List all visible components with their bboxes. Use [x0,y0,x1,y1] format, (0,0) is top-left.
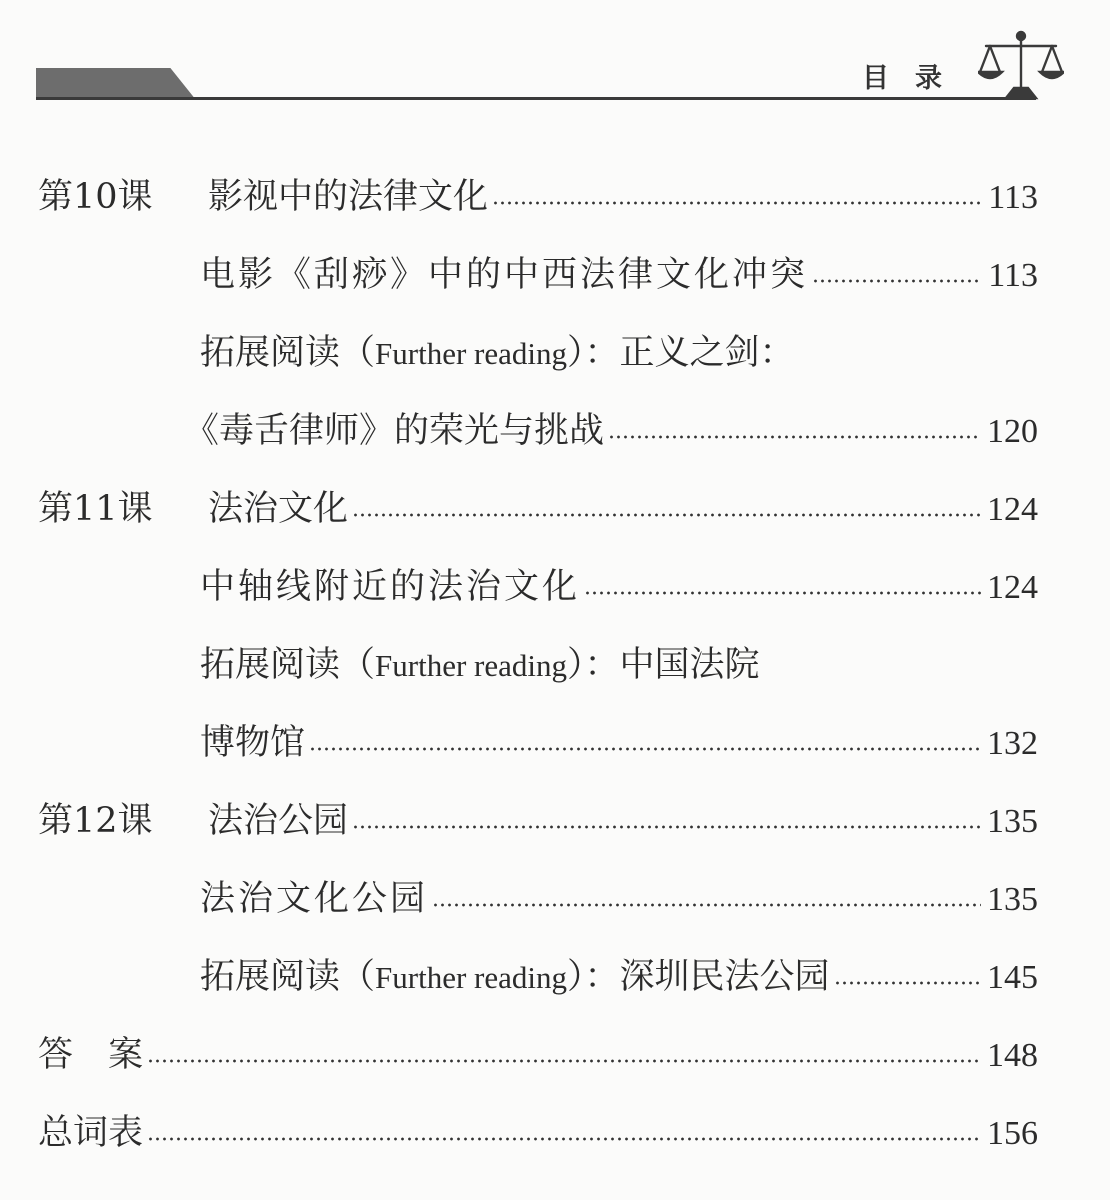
toc-entry-lesson-12-sub-1[interactable] [200,860,1038,938]
header-decoration-bar [36,68,196,100]
entry-title: 电影《刮痧》中的中西法律文化冲突 [200,255,809,295]
page-number: 135 [987,803,1038,840]
lesson-number: 第10课 [38,177,153,217]
page-number: 124 [987,491,1038,528]
entry-title: 总词表 [38,1113,144,1153]
entry-title: 法治文化公园 [200,879,429,919]
dot-leader [584,591,981,595]
toc-entry-lesson-10[interactable] [38,158,1038,236]
entry-title [200,626,760,705]
title-suffix: ）：深圳民法公园 [566,957,830,997]
entry-title: 中轴线附近的法治文化 [200,567,581,607]
dot-leader [834,981,982,985]
title-english: Further reading [375,960,567,995]
dot-leader [432,903,981,907]
toc-entry-lesson-10-sub-2-line-1[interactable] [200,314,1038,392]
dot-leader [352,513,981,517]
lesson-number: 第12课 [38,801,153,841]
dot-leader [309,747,981,751]
dot-leader [147,1059,981,1063]
entry-title: 博物馆 [200,723,306,763]
title-prefix: 拓展阅读（ [200,957,376,997]
entry-title: 《毒舌律师》的荣光与挑战 [184,411,605,451]
page-number: 145 [987,959,1038,996]
entry-title: 答 案 [38,1035,144,1075]
toc-entry-lesson-10-sub-2-line-2[interactable] [184,392,1038,470]
title-prefix: 拓展阅读（ [200,645,376,685]
toc-entry-glossary[interactable] [38,1094,1038,1172]
page-number: 124 [987,569,1038,606]
dot-leader [812,279,982,283]
title-suffix: ）：中国法院 [566,645,760,685]
toc-entry-answers[interactable] [38,1016,1038,1094]
page-number: 120 [987,413,1038,450]
page-number: 113 [988,257,1038,294]
page-number: 148 [987,1037,1038,1074]
title-suffix: ）：正义之剑： [566,333,795,373]
entry-title [200,938,830,1017]
page-number: 135 [987,881,1038,918]
lesson-number: 第11课 [38,489,153,529]
page-number: 156 [987,1115,1038,1152]
dot-leader [492,201,982,205]
header-rule [36,97,1036,100]
dot-leader [147,1137,981,1141]
toc-entry-lesson-12[interactable] [38,782,1038,860]
entry-title: 法治文化 [208,489,349,529]
toc-entry-lesson-11[interactable] [38,470,1038,548]
page-header [0,0,1110,110]
title-prefix: 拓展阅读（ [200,333,376,373]
toc-entry-lesson-12-sub-2[interactable] [200,938,1038,1016]
scales-of-justice-icon [978,28,1064,100]
title-english: Further reading [375,648,567,683]
toc-entry-lesson-11-sub-2-line-2[interactable] [200,704,1038,782]
page-number: 132 [987,725,1038,762]
toc-entry-lesson-11-sub-2-line-1[interactable] [200,626,1038,704]
toc-entry-lesson-11-sub-1[interactable] [200,548,1038,626]
toc-entry-lesson-10-sub-1[interactable] [200,236,1038,314]
dot-leader [608,435,981,439]
title-english: Further reading [375,336,567,371]
entry-title: 影视中的法律文化 [208,177,489,217]
entry-title: 法治公园 [208,801,349,841]
page-number: 113 [988,179,1038,216]
dot-leader [352,825,981,829]
entry-title [200,314,795,393]
header-title: 目录 [862,63,968,94]
